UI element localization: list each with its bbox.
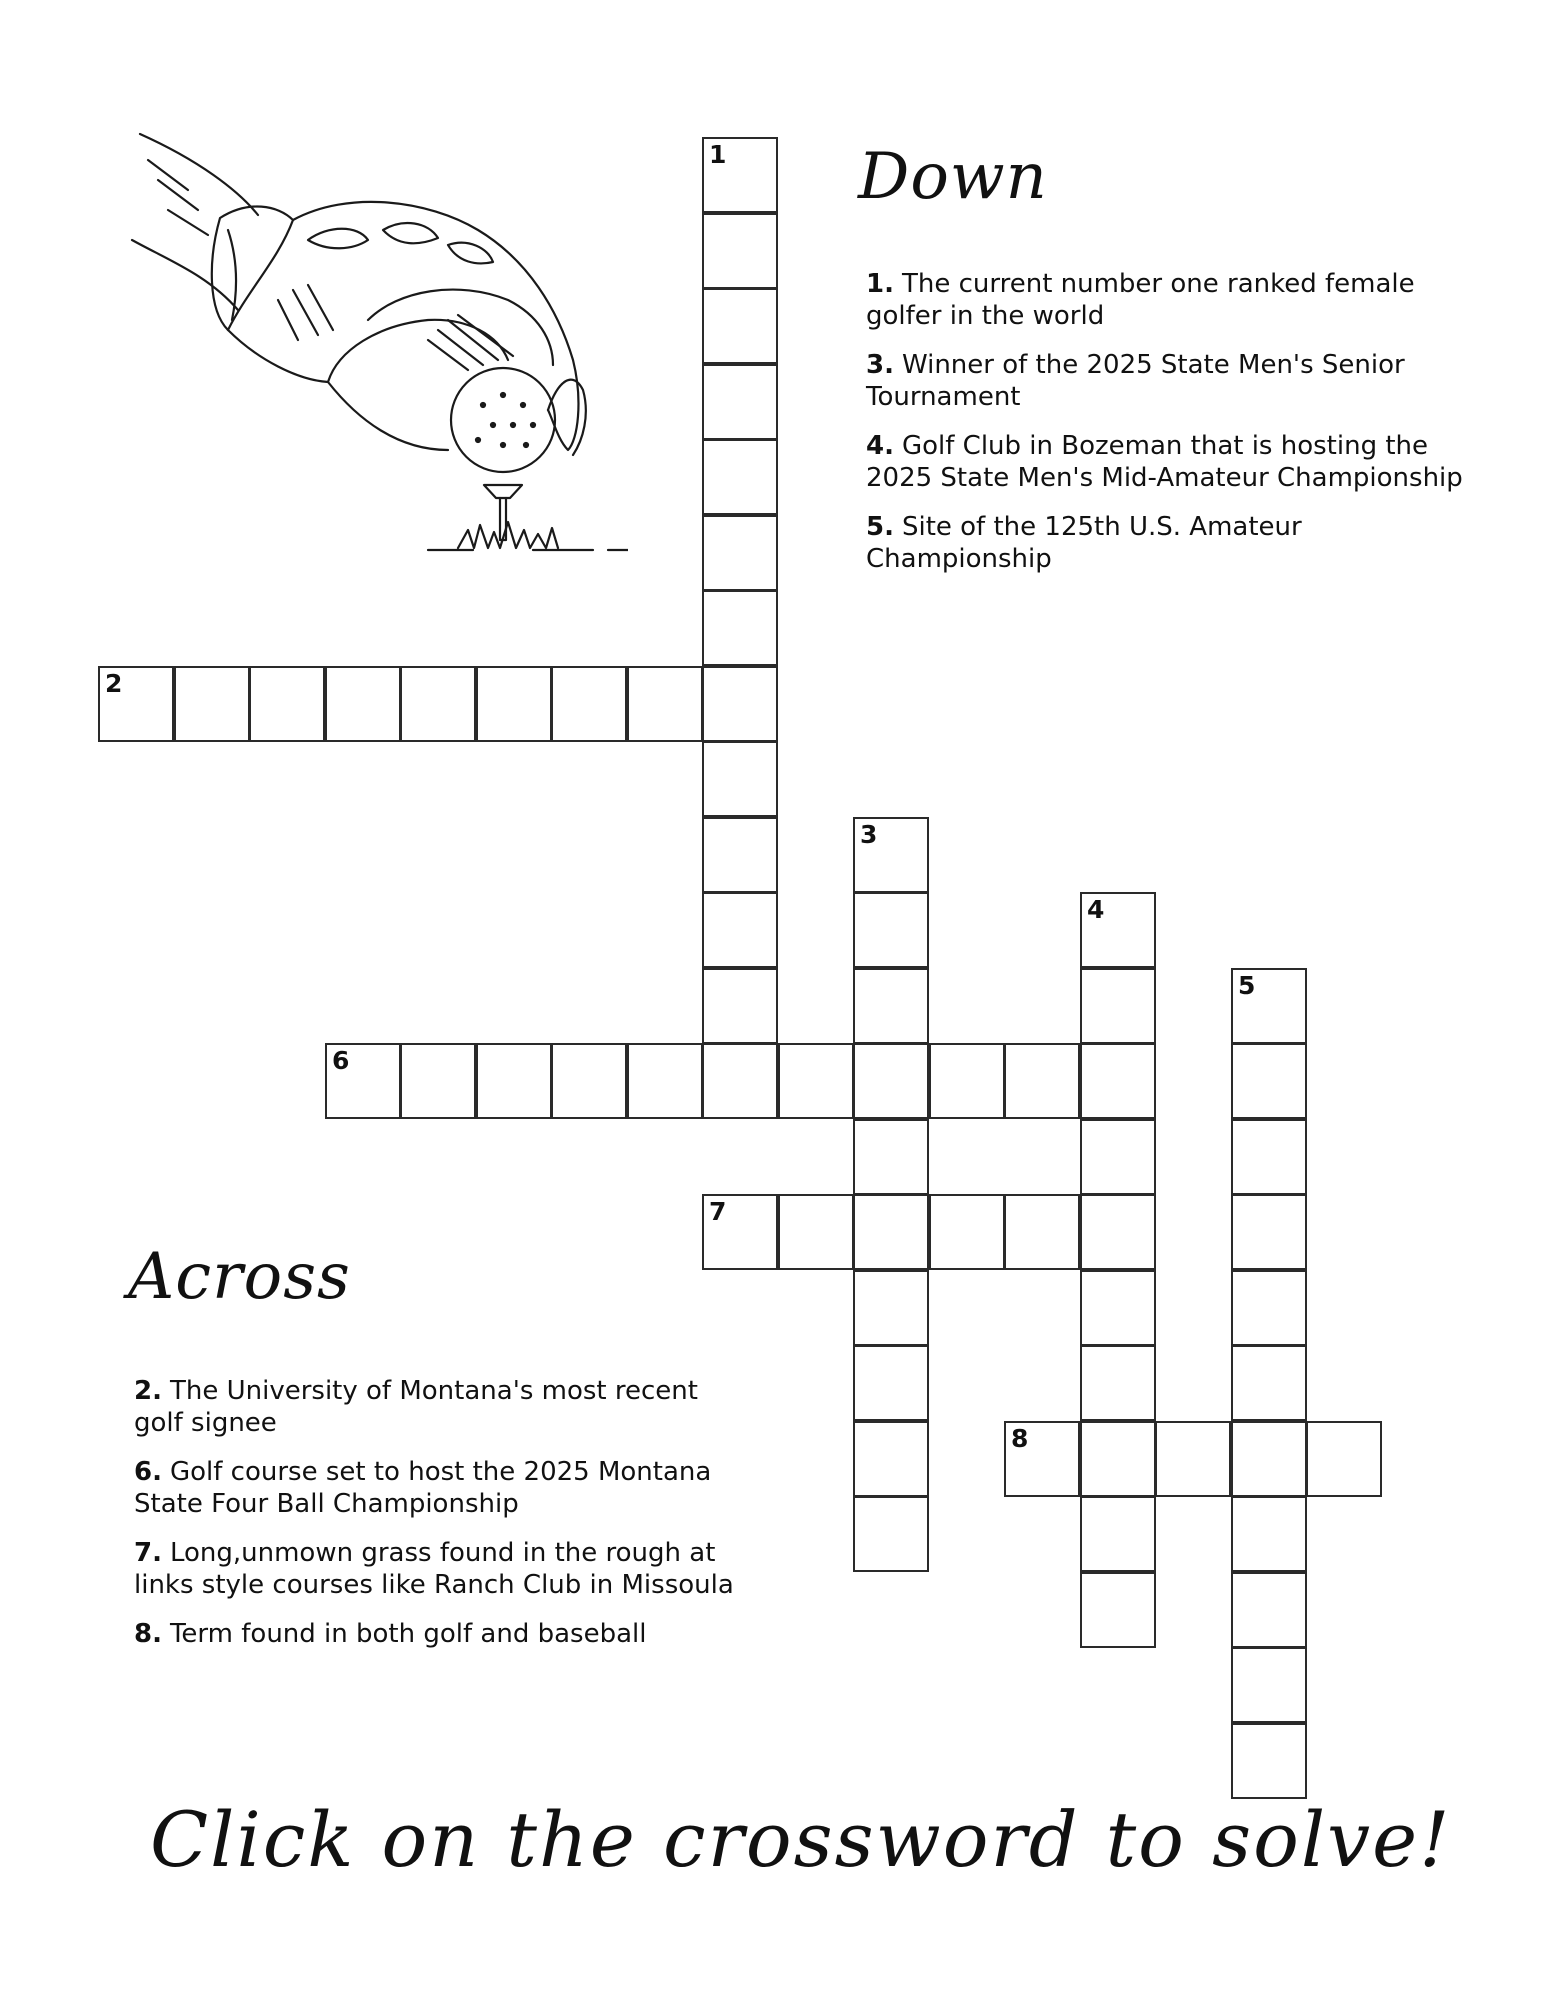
crossword-cell[interactable] [1231, 968, 1307, 1044]
crossword-cell[interactable] [400, 666, 476, 742]
crossword-cell[interactable] [1080, 1270, 1156, 1346]
crossword-cell[interactable] [702, 1194, 778, 1270]
crossword-cell[interactable] [702, 515, 778, 591]
across-clue-list [134, 1375, 754, 1667]
cell-clue-number: 1 [709, 140, 727, 169]
crossword-cell[interactable] [1231, 1647, 1307, 1723]
crossword-cell[interactable] [98, 666, 174, 742]
clue-number: 8. [134, 1619, 162, 1649]
solve-crossword-link[interactable]: Click on the crossword to solve! [150, 1795, 1452, 1884]
crossword-cell[interactable] [627, 666, 703, 742]
clue-text: Golf Club in Bozeman that is hosting the 2025 State Men's Mid-Amateur Championship [866, 431, 1463, 493]
golf-glove-illustration [128, 120, 628, 584]
crossword-cell[interactable] [476, 1043, 552, 1119]
clue-number: 7. [134, 1538, 162, 1568]
cell-clue-number: 4 [1087, 895, 1105, 924]
crossword-cell[interactable] [1306, 1421, 1382, 1497]
cell-clue-number: 8 [1011, 1424, 1029, 1453]
crossword-cell[interactable] [853, 817, 929, 893]
crossword-cell[interactable] [702, 817, 778, 893]
clue-down-3[interactable] [866, 349, 1476, 413]
crossword-cell[interactable] [627, 1043, 703, 1119]
crossword-cell[interactable] [1080, 892, 1156, 968]
crossword-cell[interactable] [853, 1345, 929, 1421]
down-clue-list [866, 268, 1476, 592]
crossword-cell[interactable] [1231, 1723, 1307, 1799]
crossword-cell[interactable] [551, 1043, 627, 1119]
crossword-cell[interactable] [702, 288, 778, 364]
crossword-cell[interactable] [1080, 1119, 1156, 1195]
crossword-cell[interactable] [1080, 968, 1156, 1044]
crossword-cell[interactable] [853, 1194, 929, 1270]
crossword-cell[interactable] [702, 1043, 778, 1119]
crossword-cell[interactable] [778, 1043, 854, 1119]
crossword-cell[interactable] [476, 666, 552, 742]
crossword-cell[interactable] [702, 590, 778, 666]
crossword-cell[interactable] [174, 666, 250, 742]
crossword-cell[interactable] [1231, 1119, 1307, 1195]
clue-text: The University of Montana's most recent golf signee [134, 1376, 698, 1438]
clue-text: The current number one ranked female golfer in the world [866, 269, 1415, 331]
cell-clue-number: 2 [105, 669, 123, 698]
crossword-cell[interactable] [853, 1119, 929, 1195]
crossword-cell[interactable] [702, 968, 778, 1044]
crossword-cell[interactable] [702, 666, 778, 742]
clue-down-5[interactable] [866, 511, 1476, 575]
crossword-cell[interactable] [853, 1496, 929, 1572]
clue-text: Term found in both golf and baseball [169, 1619, 647, 1649]
crossword-cell[interactable] [1231, 1043, 1307, 1119]
crossword-cell[interactable] [551, 666, 627, 742]
crossword-cell[interactable] [1080, 1194, 1156, 1270]
clue-number: 2. [134, 1376, 162, 1406]
crossword-cell[interactable] [702, 439, 778, 515]
crossword-cell[interactable] [853, 1270, 929, 1346]
clue-text: Winner of the 2025 State Men's Senior Tournament [866, 350, 1405, 412]
crossword-cell[interactable] [929, 1043, 1005, 1119]
crossword-cell[interactable] [702, 741, 778, 817]
crossword-cell[interactable] [702, 892, 778, 968]
down-heading: Down [858, 140, 1048, 214]
cell-clue-number: 6 [332, 1046, 350, 1075]
crossword-cell[interactable] [1004, 1194, 1080, 1270]
clue-number: 4. [866, 431, 894, 461]
crossword-cell[interactable] [400, 1043, 476, 1119]
clue-down-4[interactable] [866, 430, 1476, 494]
gloved-hand-teeing-golf-ball-icon [128, 120, 628, 580]
clue-number: 1. [866, 269, 894, 299]
crossword-cell[interactable] [1080, 1496, 1156, 1572]
crossword-cell[interactable] [1155, 1421, 1231, 1497]
crossword-cell[interactable] [1080, 1421, 1156, 1497]
crossword-cell[interactable] [325, 666, 401, 742]
cell-clue-number: 5 [1238, 971, 1256, 1000]
crossword-cell[interactable] [1004, 1043, 1080, 1119]
crossword-cell[interactable] [1231, 1496, 1307, 1572]
crossword-cell[interactable] [1231, 1345, 1307, 1421]
across-heading: Across [128, 1240, 351, 1314]
crossword-cell[interactable] [702, 364, 778, 440]
clue-across-6[interactable] [134, 1456, 754, 1520]
crossword-cell[interactable] [1080, 1043, 1156, 1119]
clue-text: Long,unmown grass found in the rough at links style courses like Ranch Club in Missoula [134, 1538, 734, 1600]
clue-text: Site of the 125th U.S. Amateur Championship [866, 512, 1302, 574]
crossword-cell[interactable] [1231, 1421, 1307, 1497]
crossword-cell[interactable] [702, 137, 778, 213]
crossword-cell[interactable] [1004, 1421, 1080, 1497]
clue-down-1[interactable] [866, 268, 1476, 332]
cell-clue-number: 7 [709, 1197, 727, 1226]
crossword-cell[interactable] [1231, 1572, 1307, 1648]
crossword-cell[interactable] [853, 968, 929, 1044]
clue-number: 3. [866, 350, 894, 380]
crossword-cell[interactable] [702, 213, 778, 289]
clue-text: Golf course set to host the 2025 Montana State Four Ball Championship [134, 1457, 712, 1519]
clue-across-8[interactable] [134, 1618, 754, 1650]
crossword-cell[interactable] [249, 666, 325, 742]
crossword-cell[interactable] [853, 1043, 929, 1119]
crossword-cell[interactable] [1231, 1194, 1307, 1270]
crossword-cell[interactable] [929, 1194, 1005, 1270]
crossword-cell[interactable] [853, 1421, 929, 1497]
crossword-cell[interactable] [325, 1043, 401, 1119]
crossword-cell[interactable] [1080, 1572, 1156, 1648]
clue-across-7[interactable] [134, 1537, 754, 1601]
cell-clue-number: 3 [860, 820, 878, 849]
crossword-cell[interactable] [853, 892, 929, 968]
crossword-cell[interactable] [1080, 1345, 1156, 1421]
clue-number: 6. [134, 1457, 162, 1487]
crossword-cell[interactable] [1231, 1270, 1307, 1346]
clue-across-2[interactable] [134, 1375, 754, 1439]
clue-number: 5. [866, 512, 894, 542]
crossword-cell[interactable] [778, 1194, 854, 1270]
